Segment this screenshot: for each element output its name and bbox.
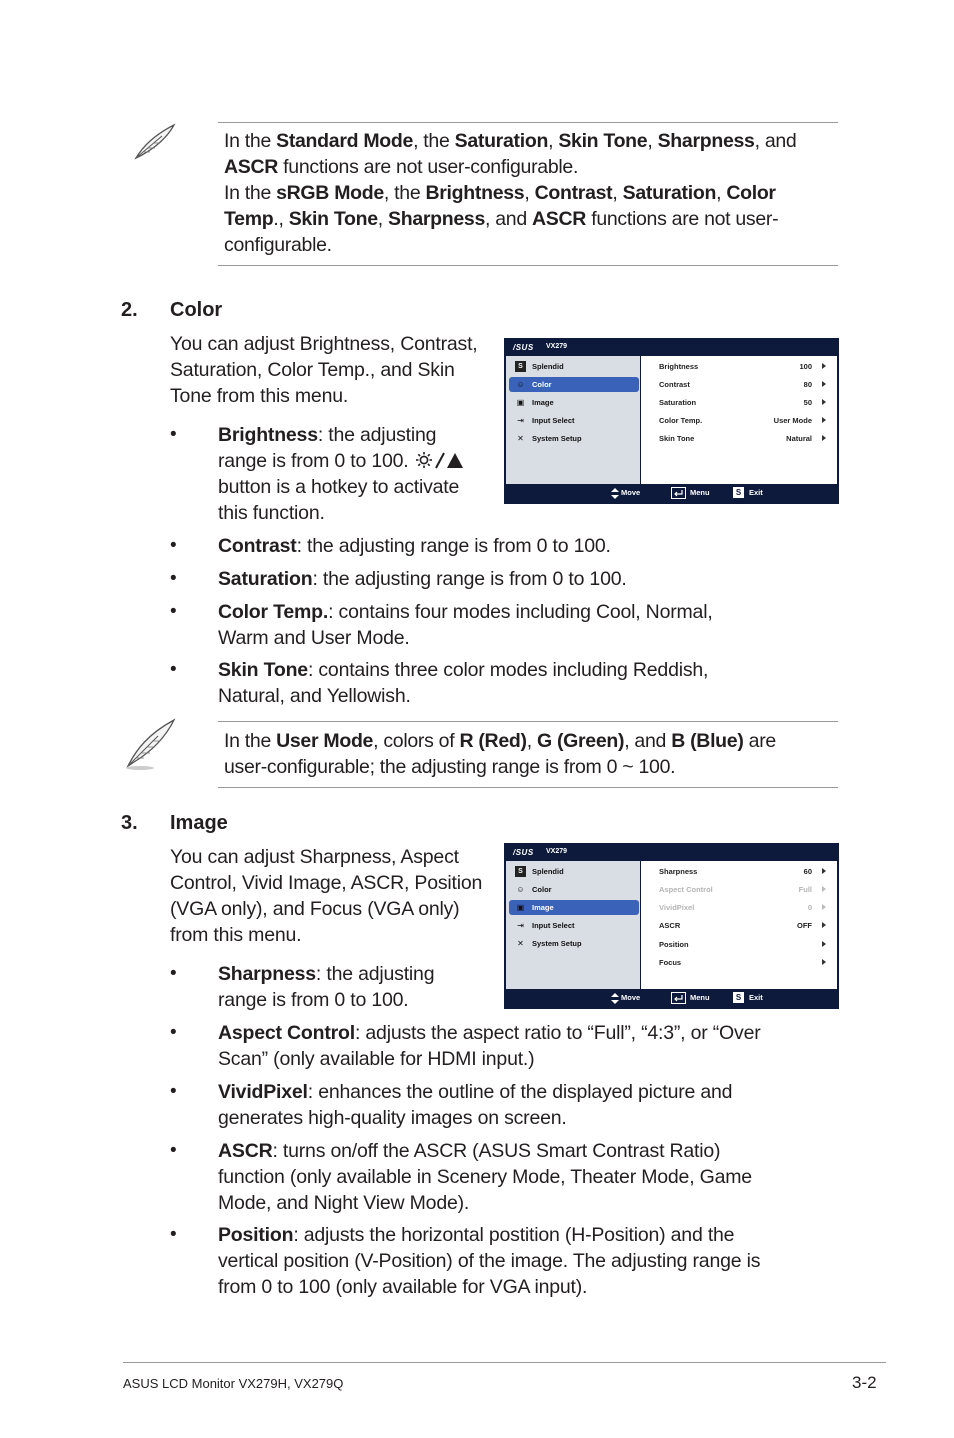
osd-color-menu-screenshot xyxy=(504,338,839,504)
osd-menu-image[interactable]: ▣ Image xyxy=(516,398,554,407)
bullet-mark: • xyxy=(170,963,177,984)
system-setup-icon: ✕ xyxy=(517,434,524,443)
arrow-right-icon xyxy=(822,868,826,874)
note-feather-icon xyxy=(132,122,178,162)
arrow-right-icon xyxy=(822,435,826,441)
osd-row-skin-tone[interactable]: Skin Tone Natural xyxy=(654,434,830,446)
brightness-hotkey-icon xyxy=(416,451,466,469)
splendid-icon: S xyxy=(515,866,526,877)
section-3-number: 3. xyxy=(121,812,138,834)
osd-model: VX279 xyxy=(546,343,568,350)
osd-move-label: Move xyxy=(621,488,641,497)
note-bottom-rule xyxy=(218,787,838,788)
osd-exit-label: Exit xyxy=(749,993,763,1002)
osd-row-focus[interactable]: Focus xyxy=(654,958,830,970)
osd-row-sharpness[interactable]: Sharpness 60 xyxy=(654,867,830,879)
section-3-intro: You can adjust Sharpness, Aspect Control, Vivid Image, ASCR, Position (VGA only), and Focus (VGA only) from this menu. xyxy=(170,846,483,946)
menu-enter-icon xyxy=(671,992,686,1004)
system-setup-icon: ✕ xyxy=(517,939,524,948)
bullet-saturation: Saturation: the adjusting range is from 0 to 100. xyxy=(218,568,627,590)
osd-menu-splendid[interactable]: S Splendid xyxy=(509,864,639,879)
arrow-right-icon xyxy=(822,904,826,910)
bullet-mark: • xyxy=(170,1224,177,1245)
image-icon: ▣ xyxy=(516,398,525,407)
bullet-mark: • xyxy=(170,601,177,622)
osd-row-saturation[interactable]: Saturation 50 xyxy=(654,398,830,410)
arrow-right-icon xyxy=(822,399,826,405)
osd-footer xyxy=(505,484,838,503)
osd-row-aspect-control: Aspect Control Full xyxy=(654,885,830,897)
osd-row-ascr[interactable]: ASCR OFF xyxy=(654,921,830,933)
exit-s-icon: S xyxy=(733,487,744,498)
bullet-sharpness: Sharpness: the adjusting range is from 0 to 100. xyxy=(218,963,435,1011)
section-2-number: 2. xyxy=(121,299,138,321)
osd-exit-label: Exit xyxy=(749,488,763,497)
osd-menu-label: Menu xyxy=(690,993,710,1002)
arrow-right-icon xyxy=(822,941,826,947)
note-text-2: In the User Mode, colors of R (Red), G (Green), and B (Blue) are user-configurable; the adjusting range is from 0 ~ 100. xyxy=(224,730,776,778)
bullet-aspect-control: Aspect Control: adjusts the aspect ratio to “Full”, “4:3”, or “Over Scan” (only available for HDMI input.) xyxy=(218,1022,761,1070)
bullet-skin-tone: Skin Tone: contains three color modes including Reddish, Natural, and Yellowish. xyxy=(218,659,709,707)
color-icon: ☺ xyxy=(516,380,525,389)
arrow-right-icon xyxy=(822,922,826,928)
bullet-vividpixel: VividPixel: enhances the outline of the displayed picture and generates high-quality images on screen. xyxy=(218,1081,733,1129)
osd-menu-color[interactable]: ☺ Color xyxy=(509,377,639,392)
note-top-rule xyxy=(218,122,838,123)
bullet-ascr: ASCR: turns on/off the ASCR (ASUS Smart Contrast Ratio) function (only available in Scenery Mode, Theater Mode, Game Mode, and Night View Mode). xyxy=(218,1140,752,1214)
footer-title: ASUS LCD Monitor VX279H, VX279Q xyxy=(123,1376,344,1391)
arrow-right-icon xyxy=(822,363,826,369)
bullet-position: Position: adjusts the horizontal postition (H-Position) and the vertical position (V-Position) of the image. The adjusting range is from 0 to 100 (only available for VGA input). xyxy=(218,1224,761,1298)
section-2-intro: You can adjust Brightness, Contrast, Saturation, Color Temp., and Skin Tone from this menu. xyxy=(170,333,478,407)
osd-row-vividpixel: VividPixel 0 xyxy=(654,903,830,915)
menu-enter-icon xyxy=(671,487,686,499)
note-feather-icon xyxy=(122,716,178,772)
footer-rule xyxy=(123,1362,886,1363)
bullet-brightness: Brightness: the adjusting range is from 0 to 100. button is a hotkey to activate this function. xyxy=(218,422,498,526)
bullet-mark: • xyxy=(170,1022,177,1043)
asus-logo: /SUS xyxy=(513,343,534,352)
osd-row-color-temp[interactable]: Color Temp. User Mode xyxy=(654,416,830,428)
osd-footer xyxy=(505,989,838,1008)
osd-row-position[interactable]: Position xyxy=(654,940,830,952)
osd-header xyxy=(505,339,838,356)
color-icon: ☺ xyxy=(516,885,525,894)
osd-main-menu xyxy=(506,356,640,484)
osd-main-menu xyxy=(506,861,640,989)
section-3-title: Image xyxy=(170,812,228,834)
bullet-mark: • xyxy=(170,1140,177,1161)
osd-row-brightness[interactable]: Brightness 100 xyxy=(654,362,830,374)
osd-submenu xyxy=(641,356,837,484)
osd-menu-input-select[interactable]: ⇥ Input Select xyxy=(509,918,639,933)
osd-menu-splendid[interactable]: S Splendid xyxy=(509,359,639,374)
osd-model: VX279 xyxy=(546,848,568,855)
page-number: 3-2 xyxy=(852,1373,877,1392)
input-select-icon: ⇥ xyxy=(517,416,524,425)
asus-logo: /SUS xyxy=(513,848,534,857)
osd-menu-color[interactable]: ☺ Color xyxy=(516,885,552,894)
section-2-title: Color xyxy=(170,299,223,321)
bullet-mark: • xyxy=(170,568,177,589)
splendid-icon: S xyxy=(515,361,526,372)
note-top-rule xyxy=(218,721,838,722)
osd-header xyxy=(505,844,838,861)
osd-menu-label: Menu xyxy=(690,488,710,497)
osd-submenu xyxy=(641,861,837,989)
arrow-right-icon xyxy=(822,417,826,423)
exit-s-icon: S xyxy=(733,992,744,1003)
osd-menu-system-setup[interactable]: ✕ System Setup xyxy=(509,936,639,951)
osd-menu-image[interactable]: ▣ Image xyxy=(509,900,639,915)
osd-row-contrast[interactable]: Contrast 80 xyxy=(654,380,830,392)
bullet-mark: • xyxy=(170,659,177,680)
bullet-mark: • xyxy=(170,1081,177,1102)
osd-menu-input-select[interactable]: ⇥ Input Select xyxy=(509,413,639,428)
image-icon: ▣ xyxy=(516,903,525,912)
move-arrows-icon xyxy=(611,488,619,499)
osd-image-menu-screenshot xyxy=(504,843,839,1009)
arrow-right-icon xyxy=(822,381,826,387)
note-bottom-rule xyxy=(218,265,838,266)
note-text-1: In the Standard Mode, the Saturation, Skin Tone, Sharpness, and ASCR functions are not user-configurable. In the sRGB Mode, the Brightness, Contrast, Saturation, Color Temp., Skin Tone, Sharpness, and ASCR functions are not user- configurable. xyxy=(224,130,797,256)
input-select-icon: ⇥ xyxy=(517,921,524,930)
bullet-color-temp: Color Temp.: contains four modes including Cool, Normal, Warm and User Mode. xyxy=(218,601,713,649)
bullet-contrast: Contrast: the adjusting range is from 0 to 100. xyxy=(218,535,611,557)
arrow-right-icon xyxy=(822,886,826,892)
bullet-mark: • xyxy=(170,535,177,556)
osd-move-label: Move xyxy=(621,993,641,1002)
osd-menu-system-setup[interactable]: ✕ System Setup xyxy=(509,431,639,446)
arrow-right-icon xyxy=(822,959,826,965)
move-arrows-icon xyxy=(611,993,619,1004)
bullet-mark: • xyxy=(170,424,177,445)
